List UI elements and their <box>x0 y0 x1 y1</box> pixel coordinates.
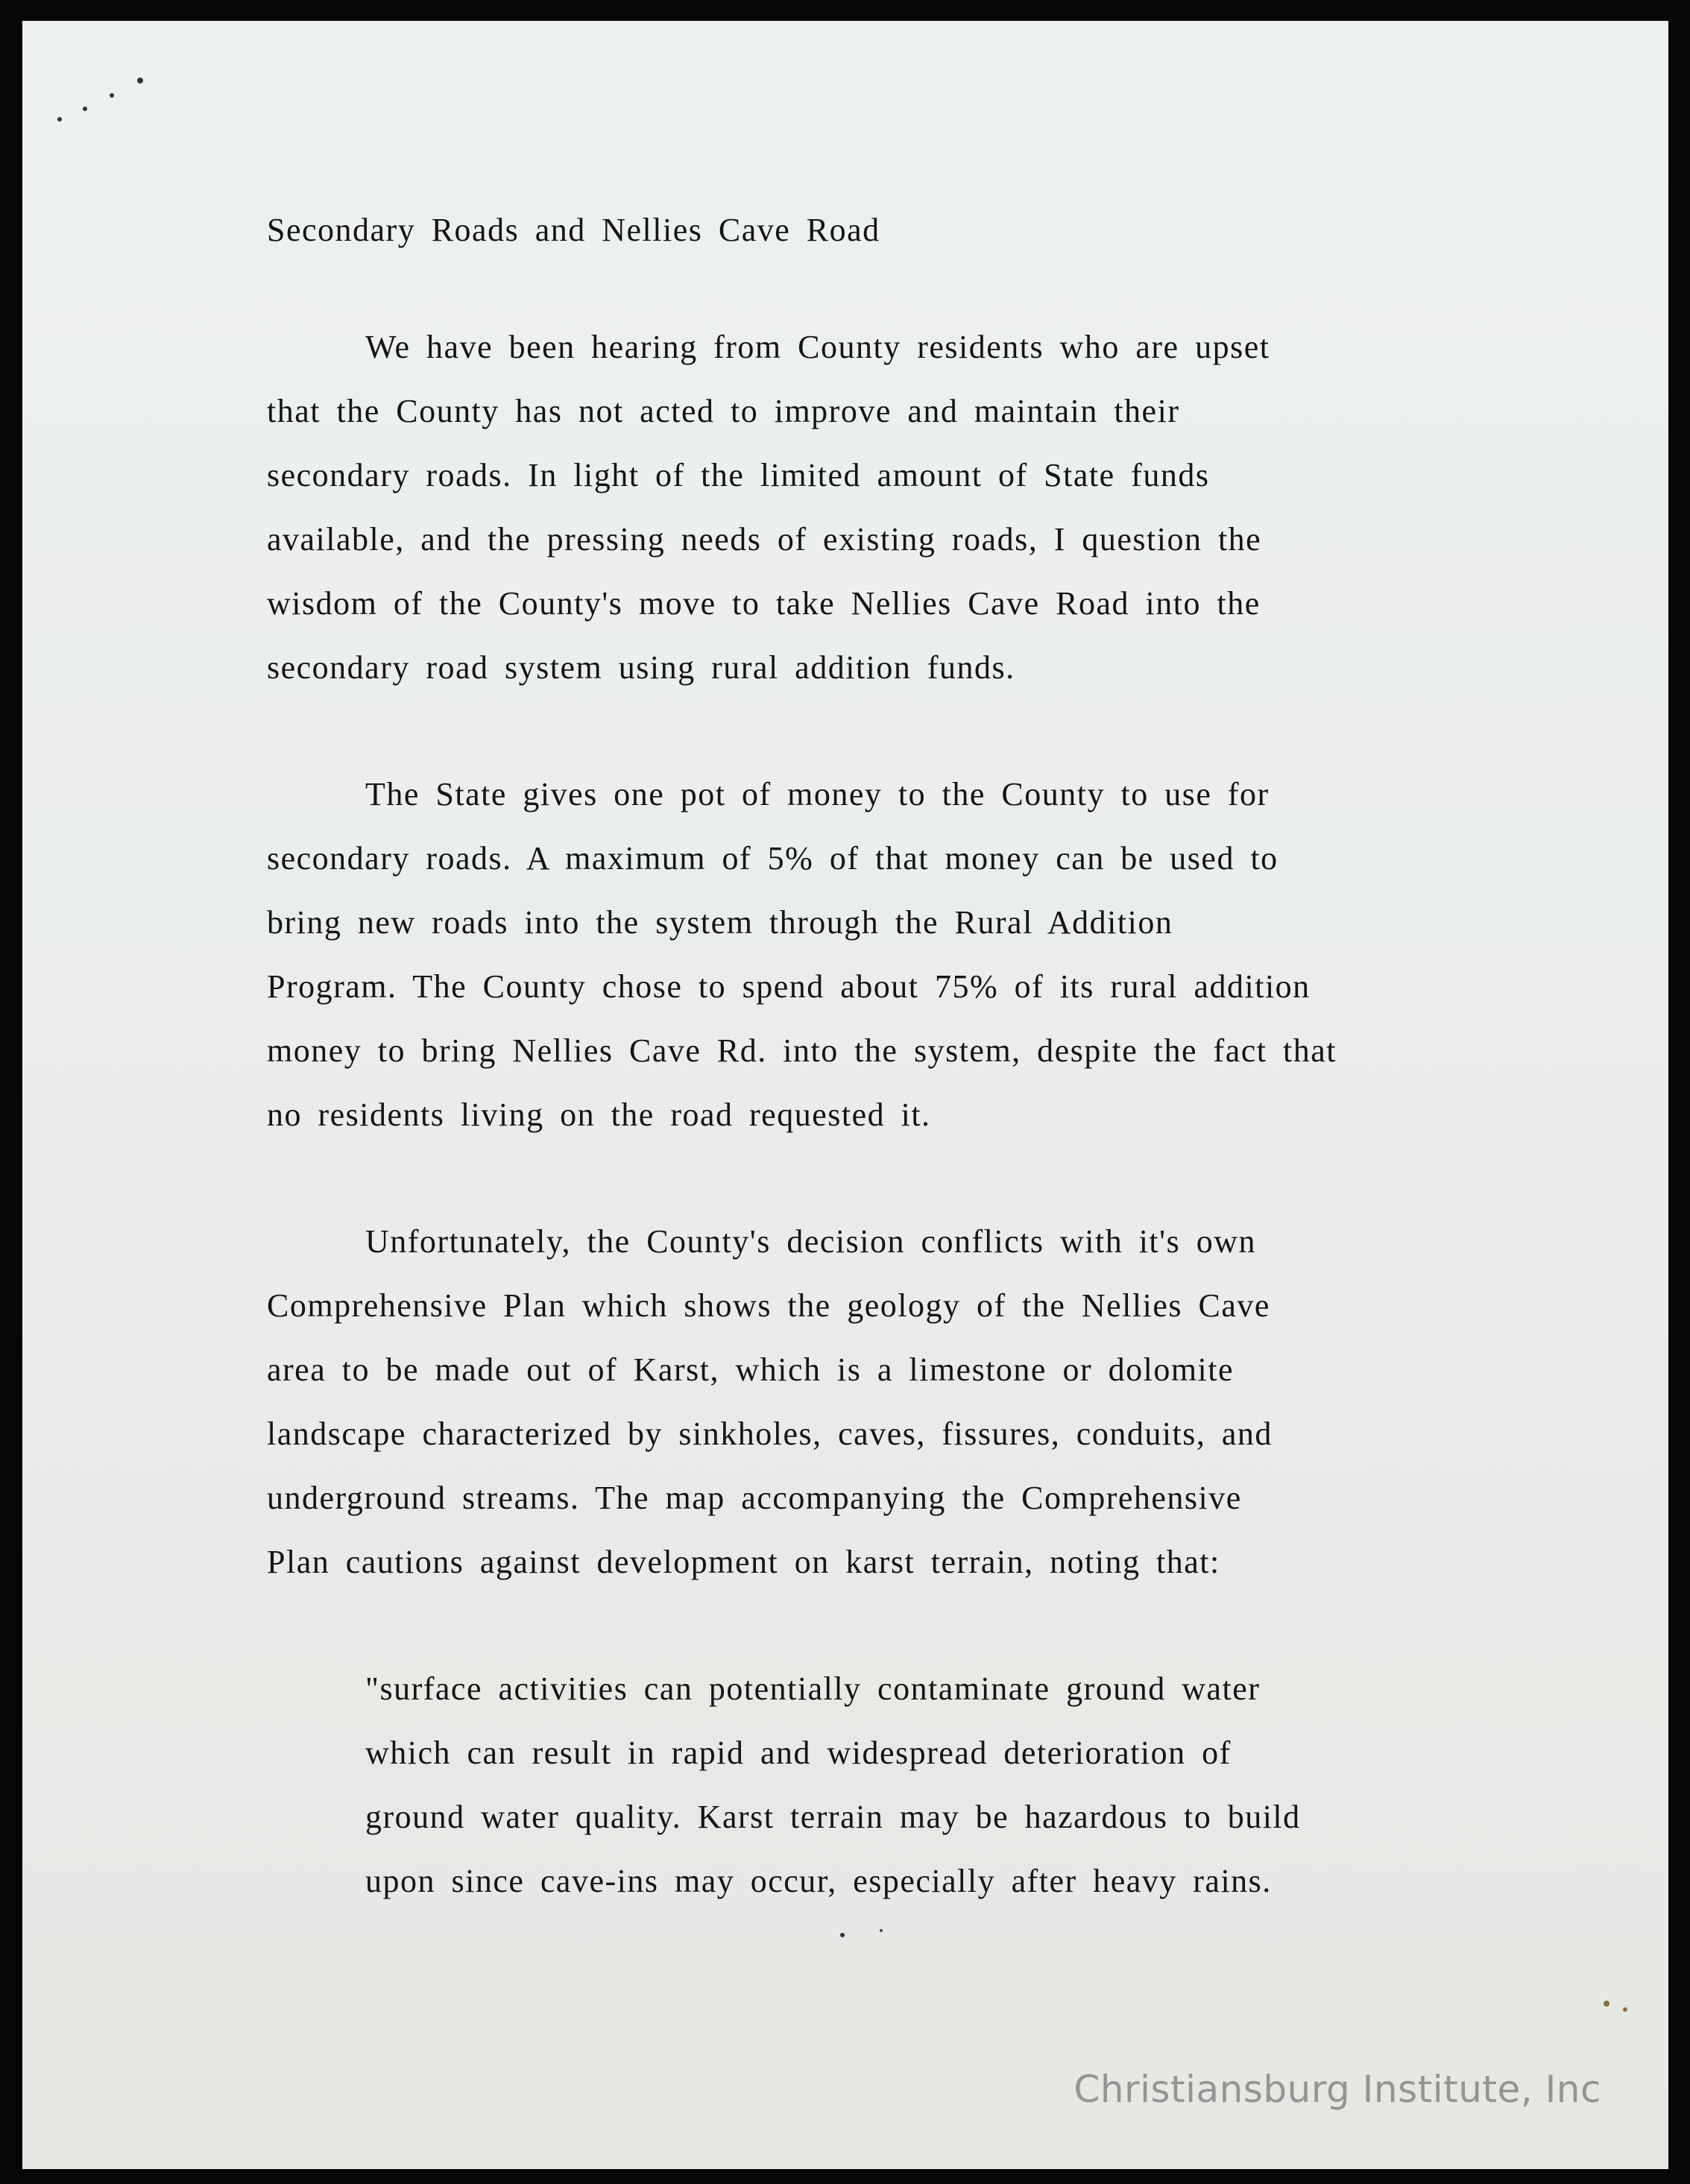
speck <box>840 1933 845 1937</box>
quote-line: which can result in rapid and widespread deterioration of <box>365 1735 1232 1771</box>
text-line: Comprehensive Plan which shows the geology of the Nellies Cave <box>267 1287 1270 1324</box>
text-line: secondary roads. A maximum of 5% of that money can be used to <box>267 840 1278 877</box>
watermark: Christiansburg Institute, Inc <box>1073 2068 1601 2111</box>
speck <box>1604 2001 1609 2007</box>
text-line: bring new roads into the system through the Rural Addition <box>267 904 1173 941</box>
quote-line: "surface activities can potentially contaminate ground water <box>365 1670 1261 1707</box>
text-line: money to bring Nellies Cave Rd. into the system, despite the fact that <box>267 1032 1337 1069</box>
text-line: Program. The County chose to spend about 75% of its rural addition <box>267 968 1311 1005</box>
speck <box>57 117 62 121</box>
block-quote <box>365 1657 1301 1913</box>
text-line: secondary roads. In light of the limited amount of State funds <box>267 457 1210 493</box>
text-line: The State gives one pot of money to the County to use for <box>365 776 1270 812</box>
speck <box>137 78 143 83</box>
text-line: available, and the pressing needs of existing roads, I question the <box>267 521 1262 558</box>
speck <box>880 1929 883 1932</box>
document-heading: Secondary Roads and Nellies Cave Road <box>267 212 880 248</box>
text-line: wisdom of the County's move to take Nellies Cave Road into the <box>267 585 1261 622</box>
text-line: Unfortunately, the County's decision conflicts with it's own <box>365 1223 1256 1260</box>
speck <box>1623 2007 1627 2012</box>
paragraph-2 <box>267 763 1337 1147</box>
speck <box>83 107 87 111</box>
text-line: Plan cautions against development on karst terrain, noting that: <box>267 1544 1220 1580</box>
paragraph-1 <box>267 315 1270 700</box>
text-line: We have been hearing from County residents who are upset <box>365 329 1270 365</box>
text-line: secondary road system using rural addition funds. <box>267 649 1015 686</box>
paragraph-3 <box>267 1210 1273 1594</box>
speck <box>110 93 114 98</box>
text-line: that the County has not acted to improve and maintain their <box>267 393 1180 429</box>
text-line: landscape characterized by sinkholes, caves, fissures, conduits, and <box>267 1416 1273 1452</box>
quote-line: upon since cave-ins may occur, especially after heavy rains. <box>365 1863 1272 1899</box>
text-line: area to be made out of Karst, which is a limestone or dolomite <box>267 1351 1235 1388</box>
quote-line: ground water quality. Karst terrain may be hazardous to build <box>365 1799 1301 1835</box>
paper-page <box>22 21 1668 2169</box>
text-line: no residents living on the road requested it. <box>267 1096 931 1133</box>
text-line: underground streams. The map accompanying the Comprehensive <box>267 1480 1242 1516</box>
